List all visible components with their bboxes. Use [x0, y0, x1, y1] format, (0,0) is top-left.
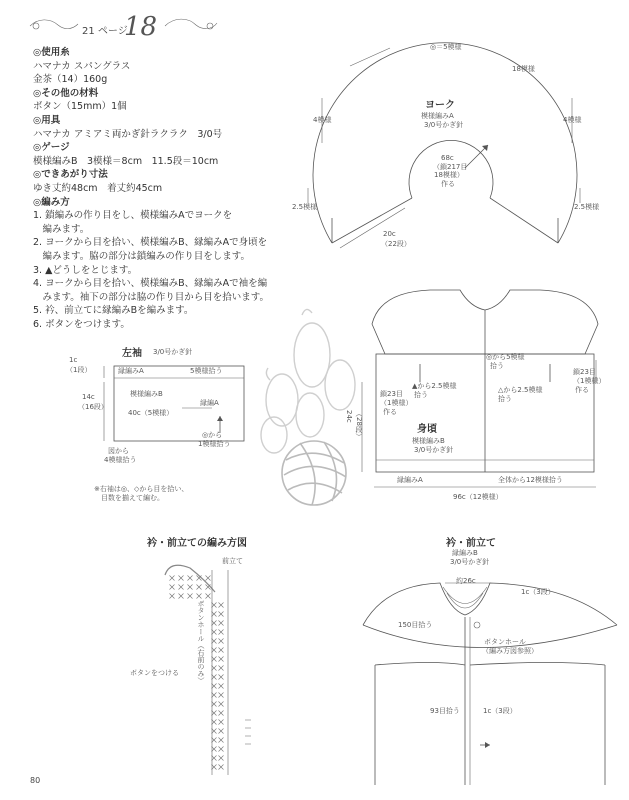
page-ref-number: 21 — [82, 26, 95, 37]
stitch-mark — [197, 594, 202, 599]
materials-line: ハマナカ スパングラス — [33, 60, 131, 72]
stitch-mark — [188, 576, 193, 581]
collar-title: 衿・前立て — [446, 538, 496, 549]
sleeve-len-2: （16段） — [78, 403, 108, 411]
sleeve-fig-1: 図から — [108, 447, 129, 455]
body-title: 身頃 — [417, 424, 437, 435]
stitch-mark — [179, 585, 184, 590]
sleeve-from-2: 1模様拾う — [198, 440, 231, 448]
materials-line: ボタン（15mm）1個 — [33, 101, 127, 113]
sleeve-from-1: ◎から — [202, 431, 223, 439]
stitch-mark — [219, 675, 224, 680]
stitch-mark — [219, 765, 224, 770]
yoke-depth-1: 20c — [383, 230, 396, 238]
body-side-left-3: 作る — [383, 408, 397, 416]
stitch-mark — [170, 585, 175, 590]
body-bottom: 96c（12模様） — [453, 493, 503, 501]
sleeve-edge-len-2: （1段） — [66, 366, 92, 374]
stitch-mark — [179, 576, 184, 581]
materials-line: ◎使用糸 — [33, 47, 70, 58]
materials-line: 編みます。 — [33, 223, 90, 235]
page-ref — [82, 22, 128, 37]
stitch-mark — [219, 666, 224, 671]
body-pick-right: △から2.5模様 — [498, 386, 543, 394]
stitch-mark — [219, 648, 224, 653]
body-pick-left-2: 拾う — [414, 391, 428, 399]
materials-line: ハマナカ アミアミ両かぎ針ラクラク 3/0号 — [33, 128, 223, 140]
collar-pick: 150目拾う — [398, 621, 433, 629]
collar-edge-right: 1c（3段） — [521, 588, 555, 596]
sleeve-width: 40c（5模様） — [128, 409, 174, 417]
collar-chart-front-label: 前立て — [222, 557, 243, 565]
body-side-right-1: 鎖23目 — [573, 368, 596, 376]
body-total-pick: 全体から12模様拾う — [498, 476, 563, 484]
yoke-top-count: ◎＝5模様 — [430, 43, 462, 51]
sleeve-title: 左袖 — [122, 348, 142, 359]
materials-line: 模様編みB 3模様＝8cm 11.5段＝10cm — [33, 155, 219, 167]
stitch-mark — [170, 576, 175, 581]
materials-line: 1. 鎖編みの作り目をし、模様編みAでヨークを — [33, 210, 233, 222]
yoke-depth-2: （22段） — [381, 240, 411, 248]
header-ornament-right-icon — [160, 14, 220, 36]
materials-line: 6. ボタンをつけます。 — [33, 318, 130, 330]
yoke-right-top-count: 18模様 — [512, 65, 535, 73]
materials-line: ◎できあがり寸法 — [33, 169, 108, 181]
collar-pick-front: 93目拾う — [430, 707, 460, 715]
materials-line: ◎その他の材料 — [33, 87, 99, 99]
sleeve-fig-2: 4模様拾う — [104, 456, 137, 464]
materials-list — [33, 46, 269, 331]
stitch-mark — [179, 594, 184, 599]
stitch-mark — [219, 729, 224, 734]
stitch-mark — [219, 747, 224, 752]
sleeve-note-2: 目数を揃えて編む。 — [94, 494, 164, 502]
stitch-mark — [219, 603, 224, 608]
sleeve-hook: 3/0号かぎ針 — [153, 348, 193, 356]
materials-line: 3. ▲どうしをとじます。 — [33, 264, 138, 276]
yoke-inner-3: 18模様） — [434, 171, 464, 179]
stitch-mark — [206, 576, 211, 581]
yoke-inner-4: 作る — [441, 180, 455, 188]
collar-hook: 3/0号かぎ針 — [450, 558, 490, 566]
sleeve-edge: 縁編みA — [118, 367, 144, 375]
stitch-mark — [219, 711, 224, 716]
yoke-left-mark: 4模様 — [313, 116, 332, 124]
sleeve-note-1: ※右袖は◎、◇から目を拾い、 — [94, 485, 189, 493]
body-pick-left: ▲から2.5模様 — [412, 382, 457, 390]
stitch-mark — [170, 594, 175, 599]
collar-edge-front: 1c（3段） — [483, 707, 517, 715]
yoke-diagram — [290, 38, 625, 253]
stitch-mark — [206, 594, 211, 599]
stitch-mark — [219, 684, 224, 689]
body-pick-center-2: 拾う — [490, 362, 504, 370]
materials-line: 金茶（14）160g — [33, 74, 108, 86]
stitch-mark — [219, 657, 224, 662]
header-ornament-left-icon — [28, 16, 83, 36]
sleeve-pattern: 模様編みB — [130, 390, 163, 398]
stitch-mark — [219, 621, 224, 626]
body-edge: 縁編みA — [397, 476, 423, 484]
stitch-mark — [188, 594, 193, 599]
body-pattern: 模様編みB — [412, 437, 445, 445]
materials-line: ◎ゲージ — [33, 142, 70, 154]
sleeve-edge-side: 縁編A — [200, 399, 219, 407]
collar-stitch-chart — [150, 550, 270, 780]
materials-line: みます。袖下の部分は脇の作り目から目を拾います。 — [33, 291, 269, 303]
collar-chart-title: 衿・前立ての編み方図 — [147, 538, 247, 549]
yoke-title: ヨーク — [425, 100, 455, 111]
yoke-inner-2: （鎖217目 — [433, 163, 468, 171]
collar-chart-buttonhole: ボタンホール（右前のみ） — [197, 600, 205, 684]
stitch-mark — [219, 756, 224, 761]
yoke-left-side: 2.5模様 — [292, 203, 318, 211]
materials-line: ゆき丈約48cm 着丈約45cm — [33, 182, 163, 194]
materials-line: 編みます。脇の部分は鎖編みの作り目をします。 — [33, 250, 250, 262]
collar-diagram — [355, 565, 625, 790]
body-side-right-2: （1模様） — [573, 377, 606, 385]
collar-chart-button: ボタンをつける — [130, 669, 179, 677]
stitch-mark — [219, 639, 224, 644]
body-side-right-3: 作る — [575, 386, 589, 394]
pattern-number: 18 — [124, 12, 158, 42]
stitch-mark — [188, 585, 193, 590]
page-ref-unit: ページ — [97, 26, 128, 37]
stitch-mark — [219, 612, 224, 617]
stitch-mark — [197, 585, 202, 590]
yoke-right-mark: 4模様 — [563, 116, 582, 124]
body-height-1: 24c — [345, 410, 353, 423]
collar-width-top: 約26c — [456, 577, 476, 585]
body-pick-center: ◎から5模様 — [486, 353, 525, 361]
yoke-inner-1: 68c — [441, 154, 454, 162]
yoke-pattern: 模様編みA — [421, 112, 454, 120]
body-hook: 3/0号かぎ針 — [414, 446, 454, 454]
materials-line: ◎編み方 — [33, 196, 70, 208]
collar-buttonhole-1: ボタンホール — [484, 638, 526, 646]
sleeve-len-1: 14c — [82, 393, 95, 401]
materials-line: 4. ヨークから目を拾い、模様編みB、縁編みAで袖を編 — [33, 278, 268, 290]
stitch-mark — [219, 720, 224, 725]
page-number: 80 — [30, 776, 41, 785]
body-side-left-1: 鎖23目 — [380, 390, 403, 398]
yoke-right-side: 2.5模様 — [574, 203, 600, 211]
materials-line: ◎用具 — [33, 114, 61, 126]
materials-line: 5. 衿、前立てに縁編みBを編みます。 — [33, 305, 194, 317]
collar-buttonhole-2: （編み方図参照） — [482, 647, 538, 655]
collar-pattern: 縁編みB — [452, 549, 478, 557]
stitch-mark — [206, 585, 211, 590]
yoke-hook: 3/0号かぎ針 — [424, 121, 464, 129]
body-side-left-2: （1模様） — [380, 399, 413, 407]
sleeve-pick-top: 5模様拾う — [190, 367, 223, 375]
body-pick-right-2: 拾う — [498, 395, 512, 403]
sleeve-edge-len-1: 1c — [69, 356, 78, 364]
materials-line: 2. ヨークから目を拾い、模様編みB、縁編みAで身頃を — [33, 237, 268, 249]
stitch-mark — [219, 738, 224, 743]
body-height-2: （28段） — [355, 410, 363, 440]
stitch-mark — [219, 693, 224, 698]
stitch-mark — [219, 702, 224, 707]
stitch-mark — [219, 630, 224, 635]
